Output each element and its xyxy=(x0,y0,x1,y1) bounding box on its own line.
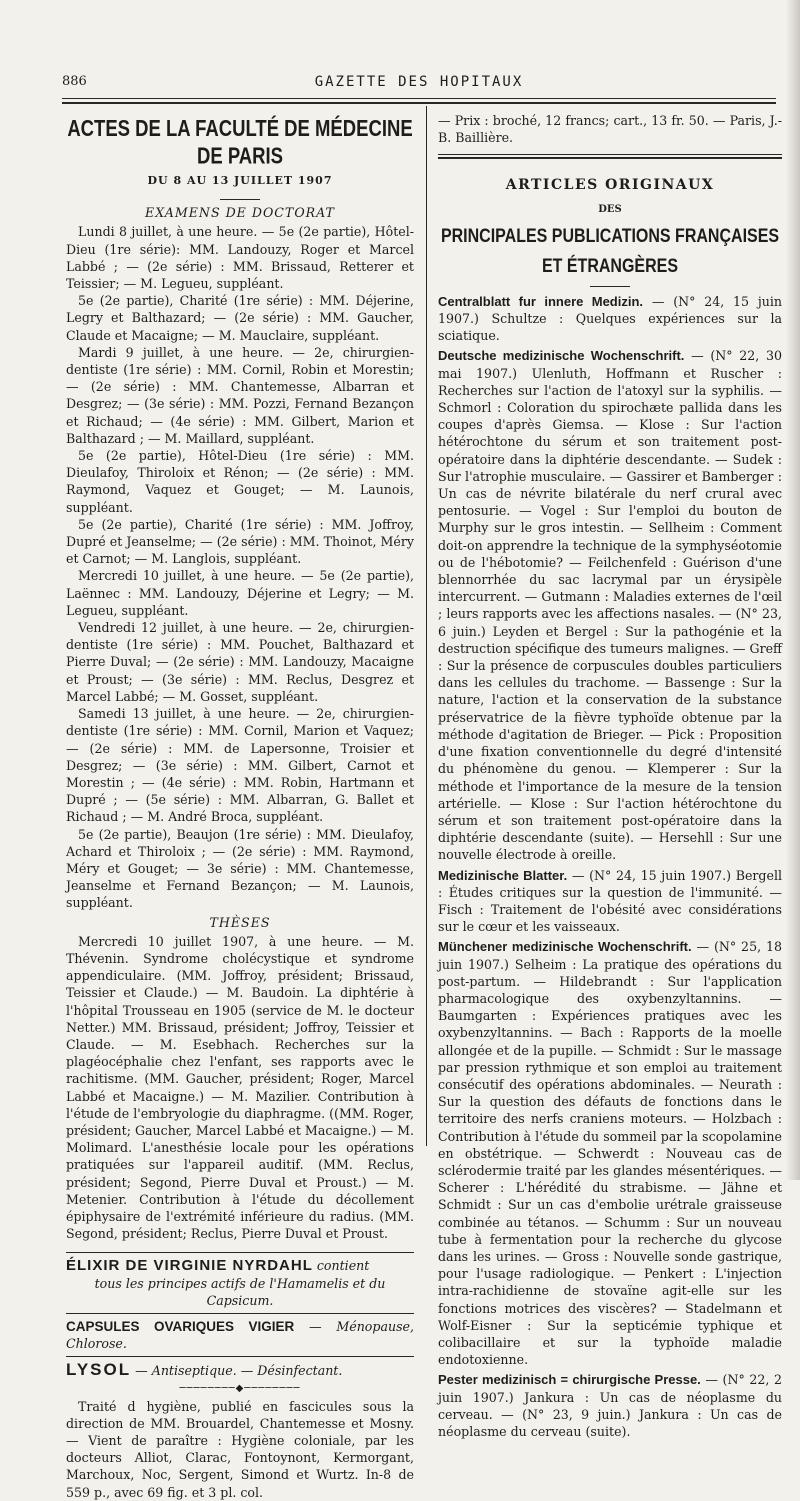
ad-elixir-name: ÉLIXIR DE VIRGINIE NYRDAHL xyxy=(66,1257,313,1275)
ad-lysol-name: LYSOL xyxy=(66,1360,132,1380)
theses-text: Mercredi 10 juillet 1907, à une heure. — M. Thévenin. Syndrome cholécystique et syndrome appendiculaire. (MM. Joffroy, président; Brissaud, Teissier et Claude.) — M. Baudoin. La diphtérie à l'hôpital Trousseau en 1905 (service de M. le docteur Netter.) MM. Brissaud, président; Joffroy, Teissier et Claude. — M. Esebhach. Recherches sur la plagéocéphalie chez l'enfant, ses rapports avec le rachitisme. (MM. Gaucher, président; Roger, Marcel Labbé et Macaigne.) — M. Mazilier. Contribution à l'étude de l'embryologie du diaphragme. ((MM. Roger, président; Gaucher, Marcel Labbé et Macaigne.) — M. Molimard. L'anesthésie locale pour les opérations pratiquées sur l'appareil auditif. (MM. Reclus, président; Segond, Pierre Duval et Proust.) — M. Metenier. Contribution à l'étude du décollement épiphysaire de l'extrémité inférieure du radius. (MM. Segond, président; Reclus, Pierre Duval et Proust. xyxy=(66,933,414,1242)
exam-samedi: Samedi 13 juillet, à une heure. — 2e, chirurgien-dentiste (1re série) : MM. Cornil, Marion et Vaquez; — (2e série) : MM. de Lapersonne, Troisier et Desgrez; — (3e série) : MM. Gilbert, Carnot et Morestin ; — (4e série) : MM. Robin, Hartmann et Dupré ; — (5e série) : MM. Albarran, G. Ballet et Richaud ; — M. André Broca, suppléant. xyxy=(66,706,414,825)
publications-title-2: ET ÉTRANGÈRES xyxy=(541,256,678,277)
ornament-divider: ────────◆──────── xyxy=(179,1382,301,1394)
traite-hygiene: Traité d hygiène, publié en fascicules sous la direction de MM. Brouardel, Chantemesse et Mosny. — Vient de paraître : Hygiène coloniale, par les docteurs Alliot, Clarac, Fontoynont, Kermorgant, Marchoux, Noc, Sergent, Simond et Wurtz. In-8 de 559 p., avec 69 fig. et 3 pl. col. xyxy=(66,1398,414,1500)
articles-heading: ARTICLES ORIGINAUX xyxy=(505,177,715,194)
short-divider-right xyxy=(590,286,630,287)
rule-2 xyxy=(438,157,782,159)
entry-munchener: Münchener medizinische Wochenschrift. — (N° 25, 18 juin 1907.) Selheim : La pratique des opérations du post-partum. — Hildebrandt : Sur l'application pharmacologique des oxybenzyltannins. — Baumgarten : Expériences pratiques avec les oxybenzyltannins. — Bach : Rapports de la moelle allongée et de la pupille. — Schmidt : Sur le massage par pression rythmique et son emploi au traitement consécutif des opérations abdominales. — Neurath : Sur la question des défauts de fonctions dans le territoire des nerfs craniens moteurs. — Holzbach : Contribution à l'étude du sommeil par la scopolamine en obstétrique. — Schwerdt : Nouveau cas de sclérodermie traité par les glandes mésentériques. — Scherer : L'hérédité du strabisme. — Jähne et Schmidt : Sur un cas d'embolie urétrale graisseuse combinée au tétanos. — Schumm : Sur un nouveau tube à fermentation pour la recherche du glycose dans les urines. — Gross : Nouvelle sonde gastrique, pour l'usage radiologique. — Penkert : L'injection intra-rachidienne de stovaïne agit-elle sur les fonctions motrices des viscères? — Stadelmann et Wolf-Eisner : Sur la septicémie typhique et colibacillaire et sur la typhoïde maladie endotoxienne. xyxy=(438,939,782,1368)
page-header xyxy=(62,72,776,94)
exam-vendredi: Vendredi 12 juillet, à une heure. — 2e, chirurgien-dentiste (1re série) : MM. Pouchet, Balthazard et Pierre Duval; — (2e série) : MM. Landouzy, Macaigne et Proust; — (3e série) : MM. Reclus, Desgrez et Marcel Labbé; — M. Gosset, suppléant. xyxy=(66,620,414,704)
advertisements xyxy=(66,1252,414,1393)
des-label: DES xyxy=(598,203,622,215)
faculty-acts-dates: DU 8 AU 13 JUILLET 1907 xyxy=(147,174,333,187)
theses-heading: THÈSES xyxy=(209,914,271,930)
page-number: 886 xyxy=(62,74,87,89)
running-title: GAZETTE DES HOPITAUX xyxy=(314,74,524,90)
ad-capsules-tail: — Ménopause, Chlorose. xyxy=(66,1319,414,1352)
prix-line: — Prix : broché, 12 francs; cart., 13 fr. 50. — Paris, J.-B. Baillière. xyxy=(438,113,782,146)
exam-samedi-beaujon: 5e (2e partie), Beaujon (1re série) : MM. Dieulafoy, Achard et Thiroloix ; — (2e série) : MM. Raymond, Méry et Gouget; — 3e série) : MM. Chantemesse, Jeanselme et Fernand Bezançon; — M. Launois, suppléant. xyxy=(66,826,414,911)
examens-heading: EXAMENS DE DOCTORAT xyxy=(145,205,335,221)
right-column xyxy=(438,112,782,1440)
ad-lysol xyxy=(66,1361,414,1379)
entry-pester: Pester medizinisch = chirurgische Presse. — (N° 22, 2 juin 1907.) Jankura : Un cas de néoplasme du cerveau. — (N° 23, 9 juin.) Jankura : Un cas de néoplasme du cerveau (suite). xyxy=(438,1372,782,1440)
exam-mardi: Mardi 9 juillet, à une heure. — 2e, chirurgien-dentiste (1re série) : MM. Cornil, Robin et Morestin; — (2e série) : MM. Chantemesse, Albarran et Desgrez; — (3e série) : MM. Pozzi, Fernand Bezançon et Richaud; — (4e série) : MM. Gilbert, Marion et Balthazard ; — M. Maillard, suppléant. xyxy=(66,344,414,446)
ad-rule-mid xyxy=(66,1313,414,1314)
rule-1 xyxy=(438,154,782,155)
entry-centralblatt: Centralblatt fur innere Medizin. — (N° 24, 15 juin 1907.) Schultze : Quelques expériences sur la sciatique. xyxy=(438,293,782,344)
ad-elixir-line2: tous les principes actifs de l'Hamamelis et du Capsicum. xyxy=(94,1275,386,1308)
entry-deutsche: Deutsche medizinische Wochenschrift. — (N° 22, 30 mai 1907.) Ulenluth, Hoffmann et Ruscher : Recherches sur l'action de l'atoxyl sur la syphilis. — Schmorl : Coloration du spirochæte pallida dans les coupes d'après Giemsa. — Klose : Sur l'action hétérochtone du sérum et son traitement post-opératoire dans la diphtérie descendante. — Sudek : Sur l'atrophie musculaire. — Gassirer et Bamberger : Un cas de névrite bilatérale du nerf crural avec pentosurie. — Vogel : Sur l'emploi du bouton de Murphy sur le gros intestin. — Sellheim : Comment doit-on apprendre la technique de la symphyséotomie ou de l'hébotomie? — Feilchenfeld : Guérison d'une blennorrhée du sac lacrymal par un érysipèle intercurrent. — Gutmann : Maladies externes de l'œil ; leurs rapports avec les affections nasales. — (N° 23, 6 juin.) Leyden et Bergel : Sur la pathogénie et la destruction spécifique des tumeurs malignes. — Greff : Sur la présence de corpuscules doubles particuliers dans les cellules du trachome. — Bassenge : Sur la nature, l'action et la conservation de la substance préservatrice de la fièvre typhoïde obtenue par la méthode d'agitation de Brieger. — Pick : Proposition d'une fixation conventionnelle du degré d'intensité du phénomène du genou. — Klemperer : Sur la méthode et l'importance de la mesure de la tension artérielle. — Klose : Sur l'action hétérochtone du sérum et son traitement post-opératoire dans la diphtérie descendante (suite). — Hersehll : Sur une nouvelle électrode à oreille. xyxy=(438,348,783,863)
ad-capsules-name: CAPSULES OVARIQUES VIGIER xyxy=(66,1319,295,1334)
exam-mardi-charite: 5e (2e partie), Charité (1re série) : MM. Joffroy, Dupré et Jeanselme; — (2e série) : MM. Thoinot, Méry et Carnot; — M. Langlois, suppléant. xyxy=(66,516,414,567)
column-separator xyxy=(426,106,427,1146)
exam-mercredi: Mercredi 10 juillet, à une heure. — 5e (2e partie), Laënnec : MM. Landouzy, Déjerine et Legry; — M. Legueu, suppléant. xyxy=(66,568,414,618)
short-divider xyxy=(220,199,260,200)
publications-title: PRINCIPALES PUBLICATIONS FRANÇAISES xyxy=(440,226,780,247)
header-rule-thick xyxy=(62,102,776,104)
left-column xyxy=(66,112,414,1501)
ad-lysol-tail: — Antiseptique. — Désinfectant. xyxy=(135,1363,343,1379)
ad-elixir-tail: contient xyxy=(316,1258,370,1274)
ad-elixir xyxy=(66,1257,414,1274)
exam-mardi-hotel-dieu: 5e (2e partie), Hôtel-Dieu (1re série) : MM. Dieulafoy, Thiroloix et Rénon; — (2e série) : MM. Raymond, Vaquez et Gouget; — M. Launois, suppléant. xyxy=(66,448,414,515)
entry-medizinische-blatter: Medizinische Blatter. — (N° 24, 15 juin 1907.) Bergell : Études critiques sur la question de l'immunité. — Fisch : Traitement de l'obésité avec considérations sur le cœur et les vaisseaux. xyxy=(438,867,782,935)
header-rule xyxy=(62,98,776,99)
ad-capsules xyxy=(66,1318,414,1352)
ad-rule-mid2 xyxy=(66,1356,414,1357)
exam-lundi-charite: 5e (2e partie), Charité (1re série) : MM. Déjerine, Legry et Balthazard; — (2e série) : MM. Gaucher, Claude et Macaigne; — M. Mauclaire, suppléant. xyxy=(66,293,414,343)
ad-rule-top xyxy=(66,1252,414,1253)
faculty-acts-title: ACTES DE LA FACULTÉ DE MÉDECINE DE PARIS xyxy=(67,114,413,169)
exam-lundi: Lundi 8 juillet, à une heure. — 5e (2e partie), Hôtel-Dieu (1re série): MM. Landouzy, Roger et Marcel Labbé ; — (2e série) : MM. Brissaud, Retterer et Teissier; — M. Legueu, suppléant. xyxy=(66,224,414,292)
page-edge-shadow xyxy=(786,0,800,1180)
